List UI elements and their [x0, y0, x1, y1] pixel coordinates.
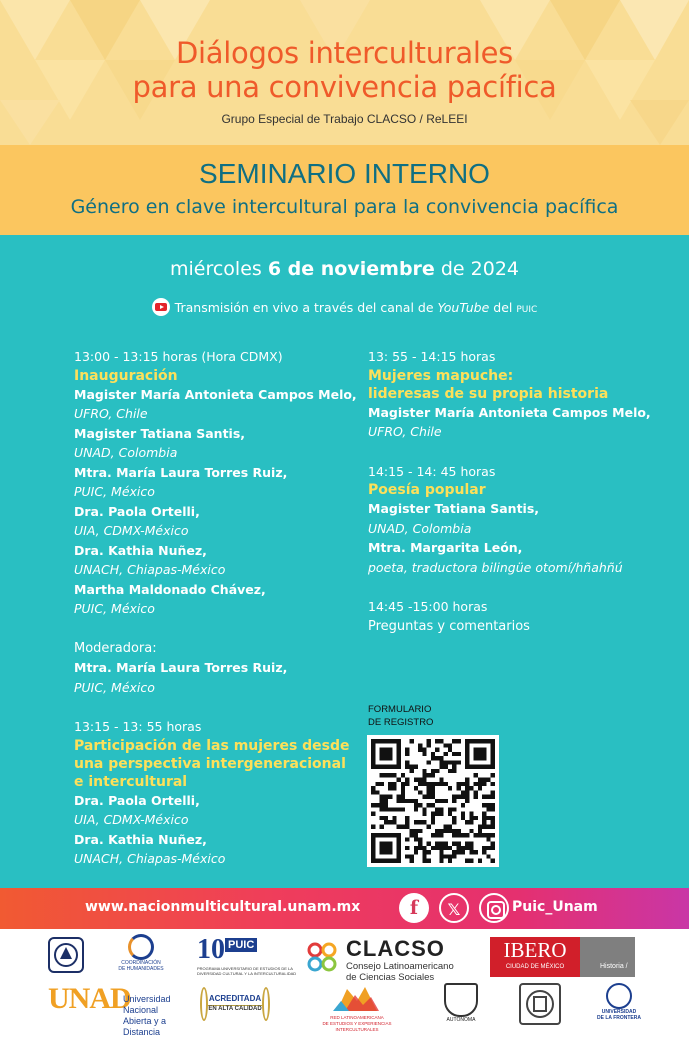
instagram-icon[interactable]: [479, 893, 509, 923]
session-title: e intercultural: [74, 773, 188, 790]
session-time: 13:15 - 13: 55 horas: [74, 719, 202, 734]
qr-code-icon: [371, 739, 495, 863]
unad-text: [123, 994, 198, 1037]
speaker-name: Magister María Antonieta Campos Melo,: [368, 404, 651, 420]
ibero-name: IBERO: [503, 938, 567, 962]
registration-label-line1: FORMULARIO: [368, 704, 432, 715]
speaker-name: Mtra. Margarita León,: [368, 540, 523, 555]
university-seal-logo: [519, 983, 561, 1025]
unad-text-line2: Abierta y a Distancia: [123, 1016, 167, 1037]
session-title: Mujeres mapuche:: [368, 367, 514, 384]
clacso-knot-icon: [303, 938, 341, 976]
puic-name: PUIC: [225, 938, 257, 952]
stream-platform: YouTube: [437, 300, 490, 315]
facebook-icon[interactable]: f: [399, 893, 429, 923]
coordinacion-mark-icon: [128, 934, 154, 960]
ibero-logo: [490, 937, 635, 977]
unam-logo: [48, 937, 84, 973]
frontera-text-line1: UNIVERSIDAD: [601, 1009, 637, 1015]
clacso-subtitle-line2: de Ciencias Sociales: [346, 972, 435, 983]
session-title: Poesía popular: [368, 482, 486, 498]
clacso-name: CLACSO: [346, 936, 445, 961]
speaker-institution: UNACH, Chiapas-México: [74, 562, 226, 577]
speaker-name: Dra. Paola Ortelli,: [74, 503, 200, 519]
session-time: 13:00 - 13:15 horas (Hora CDMX): [74, 349, 283, 364]
date-weekday: miércoles: [169, 258, 262, 280]
frontera-text: [596, 1009, 642, 1021]
accreditation-line1: ACREDITADA: [208, 994, 262, 1003]
event-title-line1: Diálogos interculturales: [175, 36, 513, 70]
speaker-institution: UFRO, Chile: [368, 424, 442, 439]
red-map-icon: [327, 983, 387, 1015]
moderator-institution: PUIC, México: [74, 679, 155, 695]
program-left-column: [74, 347, 357, 869]
seal-icon: [521, 985, 559, 1023]
red-latinoamericana-logo: [312, 983, 402, 1032]
date-year: de 2024: [440, 258, 520, 280]
date-day-month: 6 de noviembre: [267, 258, 435, 280]
session-title: Participación de las mujeres desde: [74, 737, 350, 754]
puic-10-logo: [197, 934, 297, 976]
stream-text-b: del: [493, 300, 513, 315]
ibero-department: Historia /: [580, 937, 635, 977]
speaker-institution: PUIC, México: [74, 601, 155, 616]
session-time: 14:45 -15:00 horas: [368, 599, 488, 614]
clacso-subtitle: [346, 961, 454, 983]
unad-text-line1: Universidad Nacional: [123, 994, 171, 1015]
laurel-left-icon: [200, 987, 208, 1021]
registration-label-line2: DE REGISTRO: [368, 717, 434, 728]
accreditation-badge: [200, 985, 270, 1025]
laurel-right-icon: [262, 987, 270, 1021]
session-title: una perspectiva intergeneracional: [74, 755, 346, 772]
session-time: 14:15 - 14: 45 horas: [368, 463, 496, 479]
speaker-institution: UNAD, Colombia: [368, 520, 472, 536]
unad-wordmark: [48, 982, 131, 1016]
speaker-institution: PUIC, México: [74, 484, 155, 499]
session-title: Preguntas y comentarios: [368, 618, 530, 634]
coordinacion-text: COORDINACIÓN DE HUMANIDADES: [118, 960, 164, 972]
red-text-line2: DE ESTUDIOS Y EXPERIENCIAS INTERCULTURALES: [322, 1021, 392, 1032]
event-title-line2: para una convivencia pacífica: [132, 70, 557, 104]
frontera-emblem-icon: [606, 983, 632, 1009]
working-group-line: Grupo Especial de Trabajo CLACSO / ReLEEI: [221, 112, 468, 126]
stream-channel: PUIC: [516, 305, 538, 315]
red-text-line1: RED LATINOAMERICANA: [330, 1015, 384, 1020]
moderator-name: Mtra. María Laura Torres Ruiz,: [74, 660, 288, 675]
autonoma-logo: [433, 983, 489, 1028]
seminar-title: SEMINARIO INTERNO: [199, 158, 490, 189]
social-handle[interactable]: Puic_Unam: [512, 899, 598, 915]
speaker-name: Dra. Kathia Nuñez,: [74, 542, 207, 558]
speaker-name: Magister Tatiana Santis,: [74, 425, 246, 441]
program-right-column: [368, 347, 668, 636]
registration-label: [368, 703, 433, 729]
speaker-institution: UNACH, Chiapas-México: [74, 851, 226, 866]
x-twitter-icon[interactable]: 𝕏: [439, 893, 469, 923]
unad-name: UNAD: [48, 982, 131, 1015]
red-text: [312, 1015, 402, 1033]
moderator-label: Moderadora:: [74, 640, 157, 656]
session-time: 13: 55 - 14:15 horas: [368, 349, 496, 364]
speaker-name: Martha Maldonado Chávez,: [74, 581, 266, 597]
frontera-text-line2: DE LA FRONTERA: [597, 1015, 641, 1021]
event-date: [0, 258, 689, 280]
speaker-name: Magister María Antonieta Campos Melo,: [74, 386, 357, 402]
speaker-name: Dra. Paola Ortelli,: [74, 792, 200, 808]
clacso-subtitle-line1: Consejo Latinoamericano: [346, 961, 454, 972]
seminar-subtitle: Género en clave intercultural para la convivencia pacífica: [70, 196, 619, 218]
event-title: [0, 36, 689, 104]
speaker-name: Magister Tatiana Santis,: [368, 501, 540, 516]
speaker-name: Mtra. María Laura Torres Ruiz,: [74, 464, 288, 480]
youtube-icon: [152, 298, 170, 316]
livestream-notice: [0, 298, 689, 316]
speaker-name: Dra. Kathia Nuñez,: [74, 831, 207, 847]
session-title: Inauguración: [74, 367, 178, 384]
speaker-institution: UFRO, Chile: [74, 406, 148, 421]
registration-qr-code[interactable]: [367, 735, 499, 867]
ibero-city: CIUDAD DE MÉXICO: [505, 964, 565, 970]
puic-anniversary-number: 10: [197, 934, 225, 965]
unad-logo: [48, 982, 198, 1037]
ibero-red-block: [490, 937, 580, 977]
speaker-institution: UIA, CDMX-México: [74, 523, 189, 538]
speaker-institution: UIA, CDMX-México: [74, 812, 189, 827]
universidad-frontera-logo: [596, 983, 642, 1028]
puic-caption: PROGRAMA UNIVERSITARIO DE ESTUDIOS DE LA DIVERSIDAD CULTURAL Y LA INTERCULTURALIDAD: [197, 966, 297, 976]
stream-text-a: Transmisión en vivo a través del canal de: [174, 300, 434, 315]
coordinacion-humanidades-logo: [118, 934, 164, 974]
autonoma-text: AUTÓNOMA: [446, 1017, 476, 1023]
website-link[interactable]: www.nacionmulticultural.unam.mx: [85, 899, 361, 915]
speaker-institution: UNAD, Colombia: [74, 445, 178, 460]
accreditation-line2: EN ALTA CALIDAD: [206, 1005, 264, 1012]
autonoma-shield-icon: [444, 983, 478, 1017]
speaker-institution: poeta, traductora bilingüe otomí/hñahñú: [368, 559, 623, 575]
session-title: lideresas de su propia historia: [368, 385, 609, 402]
